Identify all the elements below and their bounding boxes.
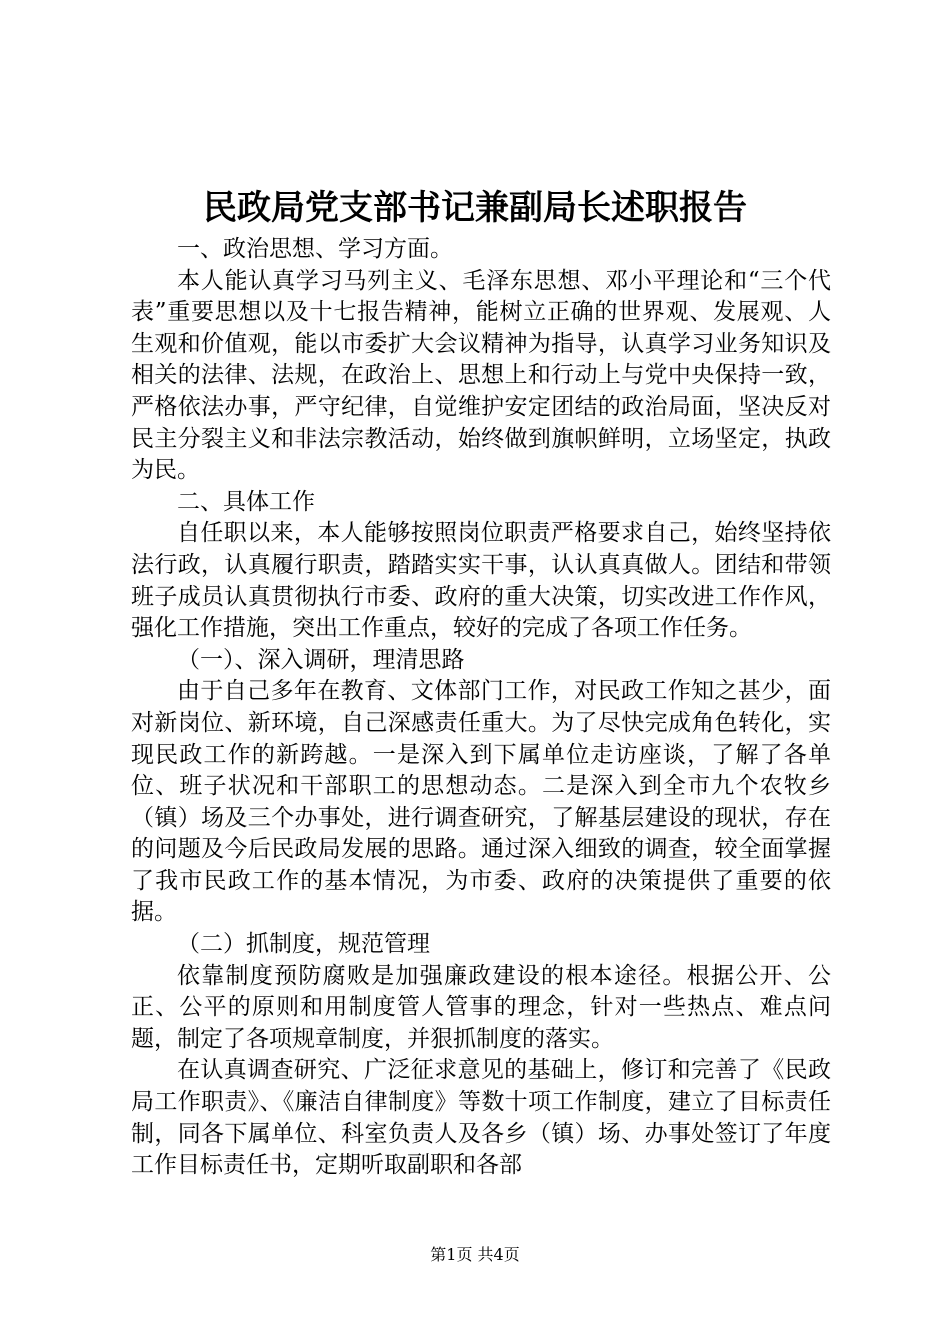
paragraph-rules-detail: 在认真调查研究、广泛征求意见的基础上，修订和完善了《民政局工作职责》、《廉洁自律制度》等数十项工作制度，建立了目标责任制，同各下属单位、科室负责人及各乡（镇）场、办事处签订了年度工作目标责任书，定期听取副职和各部 <box>131 1057 831 1179</box>
section-heading-specific-work: 二、具体工作 <box>177 488 315 515</box>
document-body <box>131 234 831 1182</box>
subsection-heading-rules: （二）抓制度，规范管理 <box>177 931 430 958</box>
subsection-heading-research: （一）、深入调研，理清思路 <box>177 646 465 673</box>
paragraph-work-overview: 自任职以来，本人能够按照岗位职责严格要求自己，始终坚持依法行政，认真履行职责，踏踏实实干事，认认真真做人。团结和带领班子成员认真贯彻执行市委、政府的重大决策，切实改进工作作风，强化工作措施，突出工作重点，较好的完成了各项工作任务。 <box>131 520 831 642</box>
paragraph-research: 由于自己多年在教育、文体部门工作，对民政工作知之甚少，面对新岗位、新环境，自己深感责任重大。为了尽快完成角色转化，实现民政工作的新跨越。一是深入到下属单位走访座谈，了解了各单位、班子状况和干部职工的思想动态。二是深入到全市九个农牧乡（镇）场及三个办事处，进行调查研究，了解基层建设的现状，存在的问题及今后民政局发展的思路。通过深入细致的调查，较全面掌握了我市民政工作的基本情况，为市委、政府的决策提供了重要的依据。 <box>131 678 831 926</box>
section-heading-political: 一、政治思想、学习方面。 <box>177 236 453 262</box>
document-title: 民政局党支部书记兼副局长述职报告 <box>203 188 747 228</box>
page-number-footer: 第1页 共4页 <box>430 1245 520 1264</box>
paragraph-rules-intro: 依靠制度预防腐败是加强廉政建设的根本途径。根据公开、公正、公平的原则和用制度管人管事的理念，针对一些热点、难点问题，制定了各项规章制度，并狠抓制度的落实。 <box>131 962 831 1052</box>
paragraph-political-study: 本人能认真学习马列主义、毛泽东思想、邓小平理论和“三个代表”重要思想以及十七报告精神，能树立正确的世界观、发展观、人生观和价值观，能以市委扩大会议精神为指导，认真学习业务知识及相关的法律、法规，在政治上、思想上和行动上与党中央保持一致，严格依法办事，严守纪律，自觉维护安定团结的政治局面，坚决反对民主分裂主义和非法宗教活动，始终做到旗帜鲜明，立场坚定，执政为民。 <box>131 267 831 484</box>
